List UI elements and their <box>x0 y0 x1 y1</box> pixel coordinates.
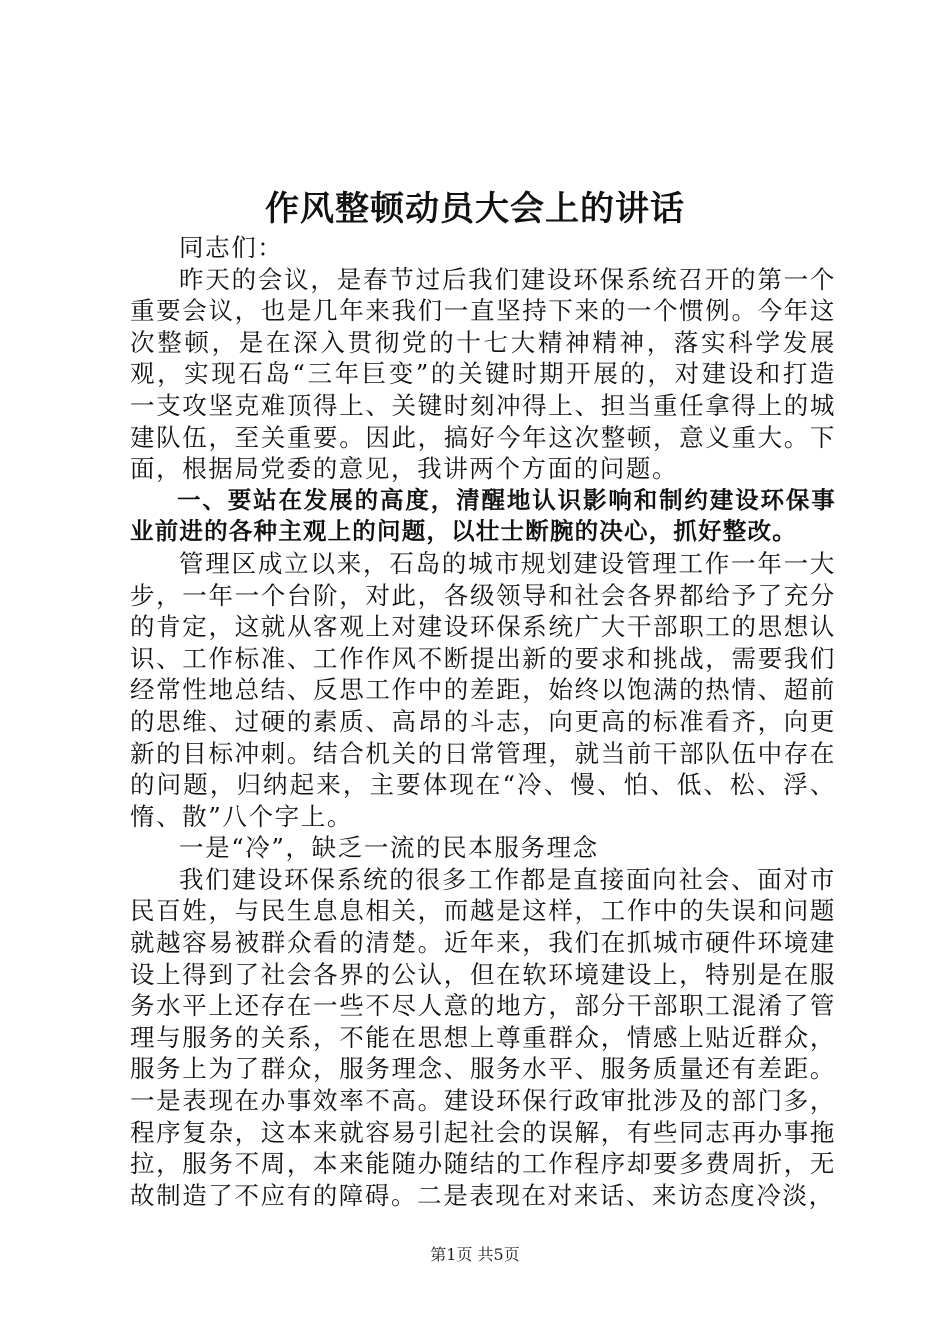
salutation: 同志们： <box>179 233 284 262</box>
subheading-cold: 一是“冷”，缺乏一流的民本服务理念 <box>179 833 599 863</box>
document-body <box>130 232 836 1211</box>
paragraph-background: 管理区成立以来，石岛的城市规划建设管理工作一年一大步，一年一个台阶，对此，各级领导和社会各界都给予了充分的肯定，这就从客观上对建设环保系统广大干部职工的思想认识、工作标准、工作作风不断提出新的要求和挑战，需要我们经常性地总结、反思工作中的差距，始终以饱满的热情、超前的思维、过硬的素质、高昂的斗志，向更高的标准看齐，向更新的目标冲刺。结合机关的日常管理，就当前干部队伍中存在的问题，归纳起来，主要体现在“冷、慢、怕、低、松、浮、惰、散”八个字上。 <box>130 548 836 831</box>
page-footer: 第1页 共5页 <box>430 1245 520 1264</box>
paragraph-intro: 昨天的会议，是春节过后我们建设环保系统召开的第一个重要会议，也是几年来我们一直坚持下来的一个惯例。今年这次整顿，是在深入贯彻党的十七大精神精神，落实科学发展观，实现石岛“三年巨变”的关键时期开展的，对建设和打造一支攻坚克难顶得上、关键时刻冲得上、担当重任拿得上的城建队伍，至关重要。因此，搞好今年这次整顿，意义重大。下面，根据局党委的意见，我讲两个方面的问题。 <box>130 264 836 484</box>
document-title: 作风整顿动员大会上的讲话 <box>265 189 685 229</box>
paragraph-service: 我们建设环保系统的很多工作都是直接面向社会、面对市民百姓，与民生息息相关，而越是这样，工作中的失误和问题就越容易被群众看的清楚。近年来，我们在抓城市硬件环境建设上得到了社会各界的公认，但在软环境建设上，特别是在服务水平上还存在一些不尽人意的地方，部分干部职工混淆了管理与服务的关系，不能在思想上尊重群众，情感上贴近群众，服务上为了群众，服务理念、服务水平、服务质量还有差距。一是表现在办事效率不高。建设环保行政审批涉及的部门多，程序复杂，这本来就容易引起社会的误解，有些同志再办事拖拉，服务不周，本来能随办随结的工作程序却要多费周折，无故制造了不应有的障碍。二是表现在对来话、来访态度冷淡， <box>130 864 836 1210</box>
section-heading-1: 一、要站在发展的高度，清醒地认识影响和制约建设环保事业前进的各种主观上的问题，以壮士断腕的决心，抓好整改。 <box>130 485 836 546</box>
